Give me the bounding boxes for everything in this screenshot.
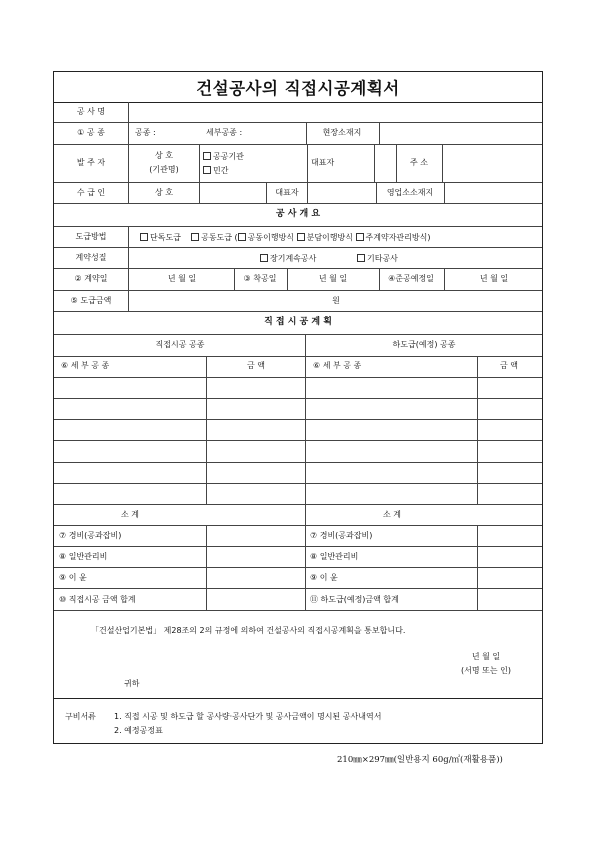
sub-detail-label: ⑥ 세 부 공 종	[313, 361, 362, 370]
attachments-label: 구비서류	[65, 712, 96, 721]
divider	[199, 144, 200, 182]
divider	[477, 525, 478, 610]
divider	[54, 440, 542, 441]
contract-method-options	[140, 233, 430, 242]
contract-date-field: 년 월 일	[167, 274, 197, 283]
divider	[54, 567, 542, 568]
divider	[199, 182, 200, 203]
client-label: 발 주 자	[76, 158, 106, 167]
attachment-item-1: 1. 직접 시공 및 하도급 할 공사량·공사단가 및 공사금액이 명시된 공사내역서	[114, 712, 382, 721]
main-contractor-checkbox[interactable]: 주계약자관리방식)	[356, 233, 431, 242]
divider	[379, 122, 380, 144]
direct-total-label: ⑩ 직접시공 금액 합계	[59, 595, 136, 604]
contractor-name-label: 상 호	[155, 188, 173, 197]
divider	[374, 144, 375, 182]
paper-spec-footer: 210㎜×297㎜(일반용지 60g/㎡(재활용품))	[337, 755, 503, 765]
divider	[128, 226, 129, 312]
direct-detail-label: ⑥ 세 부 공 종	[61, 361, 110, 370]
work-type-field: 공종 :	[135, 128, 156, 137]
direct-amount-label: 금 액	[247, 361, 265, 370]
divider	[54, 377, 542, 378]
sub-profit-label: ⑨ 이 윤	[310, 573, 338, 582]
joint-contract-checkbox[interactable]: 공동도급 (	[191, 233, 238, 242]
amount-unit: 원	[332, 296, 340, 305]
representative-label: 대표자	[311, 158, 335, 167]
direct-overhead-label: ⑧ 일반관리비	[59, 552, 108, 561]
divider	[54, 356, 542, 357]
shared-execution-checkbox[interactable]: 분담이행방식	[297, 233, 353, 242]
work-type-label: ① 공 종	[77, 128, 105, 137]
contractor-rep-label: 대표자	[275, 188, 299, 197]
address-label: 주 소	[410, 158, 428, 167]
checkbox-icon	[356, 233, 364, 241]
start-date-field: 년 월 일	[318, 274, 348, 283]
divider	[54, 588, 542, 589]
direct-profit-label: ⑨ 이 윤	[59, 573, 87, 582]
sub-header: 하도급(예정) 공종	[392, 340, 456, 349]
public-agency-checkbox[interactable]	[203, 152, 244, 161]
divider	[206, 356, 207, 504]
divider	[266, 182, 267, 203]
divider	[234, 268, 235, 290]
overview-title: 공 사 개 요	[275, 209, 321, 219]
divider	[54, 483, 542, 484]
checkbox-icon	[203, 166, 211, 174]
checkbox-icon	[203, 152, 211, 160]
contractor-label: 수 급 인	[76, 188, 106, 197]
start-date-label: ③ 착공일	[243, 274, 277, 283]
sub-overhead-label: ⑧ 일반관리비	[310, 552, 359, 561]
contract-amount-label: ⑤ 도급금액	[70, 296, 112, 305]
form-title: 건설공사의 직접시공계획서	[196, 79, 400, 98]
other-work-checkbox[interactable]: 기타공사	[357, 254, 398, 263]
project-name-label: 공 사 명	[76, 107, 106, 116]
direct-header: 직접시공 공종	[155, 340, 205, 349]
divider	[128, 102, 129, 203]
divider	[444, 268, 445, 290]
divider	[54, 462, 542, 463]
long-term-checkbox[interactable]: 장기계속공사	[260, 254, 316, 263]
sub-expense-label: ⑦ 경비(공과잡비)	[310, 531, 373, 540]
checkbox-icon	[260, 254, 268, 262]
private-checkbox[interactable]	[203, 166, 228, 175]
divider	[376, 182, 377, 203]
checkbox-label: 공공기관	[213, 152, 244, 161]
divider	[54, 398, 542, 399]
joint-execution-checkbox[interactable]: 공동이행방식	[238, 233, 294, 242]
sub-amount-label: 금 액	[500, 361, 518, 370]
site-location-label: 현장소재지	[322, 128, 362, 137]
checkbox-label: 민간	[213, 166, 229, 175]
sub-total-label: ⑪ 하도급(예정)금액 합계	[310, 595, 399, 604]
sub-work-type-field: 세부공종 :	[206, 128, 243, 137]
divider	[396, 144, 397, 182]
divider	[54, 419, 542, 420]
divider	[305, 334, 306, 610]
notice-date: 년 월 일	[471, 652, 501, 661]
contract-method-label: 도급방법	[75, 232, 107, 241]
signature-label: (서명 또는 인)	[461, 666, 511, 675]
checkbox-icon	[357, 254, 365, 262]
divider	[307, 182, 308, 203]
divider	[307, 144, 308, 182]
divider	[442, 144, 443, 182]
checkbox-icon	[297, 233, 305, 241]
divider	[54, 203, 542, 204]
checkbox-icon	[238, 233, 246, 241]
notice-text: 「건설산업기본법」 제28조의 2의 규정에 의하여 건설공사의 직접시공계획을 통보합니다.	[91, 626, 406, 635]
completion-date-label: ④준공예정일	[388, 274, 434, 283]
client-name-label: 상 호	[155, 151, 173, 160]
contract-nature-label: 계약성질	[75, 253, 107, 262]
divider	[287, 268, 288, 290]
client-name-sub: (기관명)	[149, 165, 179, 174]
divider	[54, 546, 542, 547]
divider	[54, 525, 542, 526]
checkbox-icon	[191, 233, 199, 241]
checkbox-icon	[140, 233, 148, 241]
recipient-label: 귀하	[124, 679, 140, 688]
divider	[54, 504, 542, 505]
contract-date-label: ② 계약일	[74, 274, 108, 283]
plan-title: 직 접 시 공 계 획	[264, 317, 332, 327]
divider	[206, 525, 207, 610]
divider	[54, 610, 542, 611]
divider	[444, 182, 445, 203]
divider	[54, 334, 542, 335]
business-location-label: 영업소소재지	[386, 188, 434, 197]
attachment-item-2: 2. 예정공정표	[114, 726, 163, 735]
divider	[54, 698, 542, 699]
single-contract-checkbox[interactable]: 단독도급	[140, 233, 181, 242]
direct-expense-label: ⑦ 경비(공과잡비)	[59, 531, 122, 540]
divider	[306, 122, 307, 144]
completion-date-field: 년 월 일	[479, 274, 509, 283]
direct-subtotal-label: 소 계	[121, 510, 139, 519]
divider	[477, 356, 478, 504]
divider	[379, 268, 380, 290]
plan-form	[53, 71, 543, 744]
sub-subtotal-label: 소 계	[383, 510, 401, 519]
